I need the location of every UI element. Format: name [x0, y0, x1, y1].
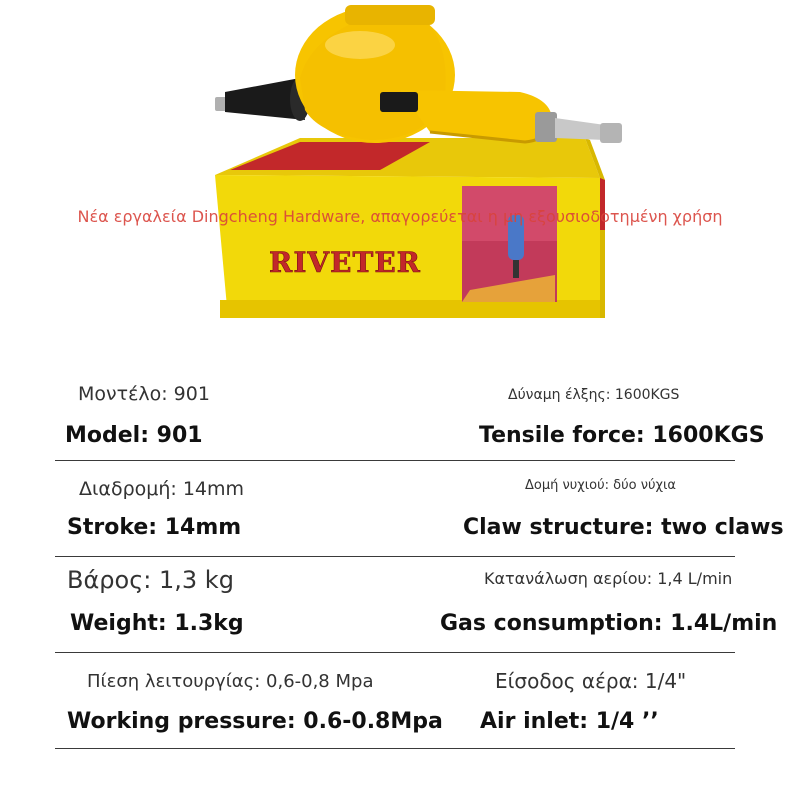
product-photo	[0, 0, 800, 345]
spec-gas-greek: Κατανάλωση αερίου: 1,4 L/min	[484, 569, 733, 588]
spec-model: Model: 901	[65, 423, 203, 448]
spec-tensile-greek: Δύναμη έλξης: 1600KGS	[508, 387, 680, 403]
spec-air-inlet-greek: Είσοδος αέρα: 1/4"	[495, 669, 687, 693]
spec-row	[55, 557, 778, 653]
spec-row	[55, 653, 735, 749]
spec-weight: Weight: 1.3kg	[70, 611, 244, 636]
spec-model-greek: Μοντέλο: 901	[78, 383, 210, 405]
riveter-tool	[215, 5, 622, 143]
spec-working-pressure: Working pressure: 0.6-0.8Mpa	[67, 709, 443, 734]
spec-claw-greek: Δομή νυχιού: δύο νύχια	[525, 478, 676, 493]
spec-table	[55, 365, 784, 749]
watermark-text: Νέα εργαλεία Dingcheng Hardware, απαγορεύεται η μη εξουσιοδοτημένη χρήση	[77, 207, 723, 226]
spec-pressure-greek: Πίεση λειτουργίας: 0,6-0,8 Mpa	[87, 671, 374, 692]
product-box	[215, 138, 605, 318]
riveter-illustration	[0, 0, 800, 345]
spec-row	[55, 461, 784, 557]
box-label: RIVETER	[269, 246, 421, 279]
spec-tensile-force: Tensile force: 1600KGS	[479, 423, 765, 448]
spec-stroke: Stroke: 14mm	[67, 515, 242, 540]
spec-row	[55, 365, 765, 461]
spec-claw-structure: Claw structure: two claws	[463, 515, 784, 540]
spec-weight-greek: Βάρος: 1,3 kg	[67, 566, 234, 594]
spec-gas-consumption: Gas consumption: 1.4L/min	[440, 611, 778, 636]
spec-stroke-greek: Διαδρομή: 14mm	[79, 478, 245, 500]
spec-air-inlet: Air inlet: 1/4 ’’	[480, 709, 659, 734]
